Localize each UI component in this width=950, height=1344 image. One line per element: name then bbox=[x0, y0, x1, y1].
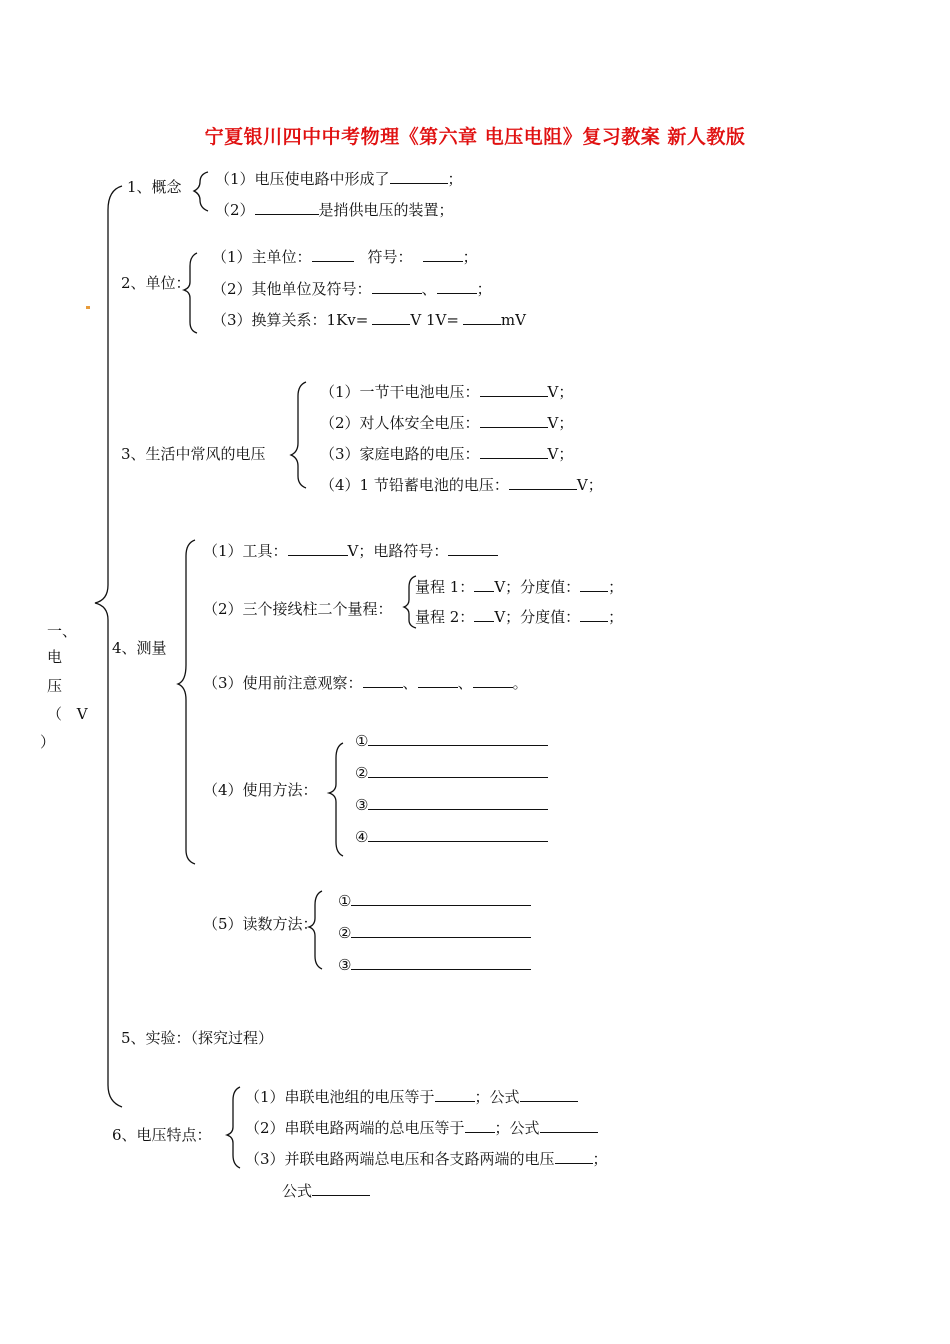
s2-item-1: （1）主单位： 符号： ； bbox=[212, 248, 478, 266]
answer-blank[interactable] bbox=[580, 606, 608, 622]
answer-blank[interactable] bbox=[368, 826, 548, 842]
answer-blank[interactable] bbox=[463, 309, 501, 325]
answer-blank[interactable] bbox=[509, 474, 577, 490]
answer-blank[interactable] bbox=[368, 762, 548, 778]
answer-blank[interactable] bbox=[480, 412, 548, 428]
s4-method-4: ④ bbox=[355, 826, 548, 847]
answer-blank[interactable] bbox=[312, 246, 354, 262]
answer-blank[interactable] bbox=[368, 794, 548, 810]
s1-item-1: （1）电压使电路中形成了 ； bbox=[215, 170, 463, 188]
section-4-label: 4、测量 bbox=[112, 639, 167, 657]
answer-blank[interactable] bbox=[351, 954, 531, 970]
answer-blank[interactable] bbox=[312, 1180, 370, 1196]
s3-item-4: （4）1 节铅蓄电池的电压： V； bbox=[320, 476, 603, 494]
answer-blank[interactable] bbox=[474, 576, 494, 592]
s4-reading-2: ② bbox=[338, 922, 531, 943]
answer-blank[interactable] bbox=[363, 672, 403, 688]
s2-item-2: （2）其他单位及符号： 、 ； bbox=[212, 280, 492, 298]
root-label-3: 压 bbox=[47, 677, 63, 695]
s1-item-2: （2） 是捎供电压的装置； bbox=[215, 201, 454, 219]
answer-blank[interactable] bbox=[372, 309, 410, 325]
s4-item-2-label: （2）三个接线柱二个量程： bbox=[203, 600, 393, 618]
s3-item-2: （2）对人体安全电压： V； bbox=[320, 414, 574, 432]
answer-blank[interactable] bbox=[351, 922, 531, 938]
section-3-label: 3、生活中常风的电压 bbox=[121, 445, 266, 463]
answer-blank[interactable] bbox=[520, 1086, 578, 1102]
s4-range-2: 量程 2： V；分度值： ； bbox=[415, 608, 624, 626]
answer-blank[interactable] bbox=[435, 1086, 475, 1102]
s4-reading-3: ③ bbox=[338, 954, 531, 975]
s2-item-3: （3）换算关系：1Kv= V 1V= mV bbox=[212, 311, 526, 329]
answer-blank[interactable] bbox=[423, 246, 463, 262]
answer-blank[interactable] bbox=[418, 672, 458, 688]
answer-blank[interactable] bbox=[368, 730, 548, 746]
orange-dot-mark bbox=[86, 306, 90, 309]
answer-blank[interactable] bbox=[448, 540, 498, 556]
answer-blank[interactable] bbox=[474, 606, 494, 622]
answer-blank[interactable] bbox=[288, 540, 348, 556]
s6-formula: 公式 bbox=[282, 1180, 370, 1201]
s6-item-1: （1）串联电池组的电压等于 ；公式 bbox=[245, 1086, 578, 1107]
s4-item-4-label: （4）使用方法： bbox=[203, 781, 318, 799]
section-6-label: 6、电压特点： bbox=[112, 1126, 212, 1144]
s4-item-1: （1）工具： V；电路符号： bbox=[203, 540, 498, 561]
root-label-1: 一、 bbox=[47, 622, 78, 640]
page-title: 宁夏银川四中中考物理《第六章 电压电阻》复习教案 新人教版 bbox=[204, 126, 746, 148]
s4-item-5-label: （5）读数方法： bbox=[203, 915, 318, 933]
s3-item-1: （1）一节干电池电压： V； bbox=[320, 383, 574, 401]
answer-blank[interactable] bbox=[372, 278, 422, 294]
section-5-label: 5、实验：（探究过程） bbox=[121, 1029, 274, 1047]
answer-blank[interactable] bbox=[351, 890, 531, 906]
section-2-label: 2、单位： bbox=[121, 274, 191, 292]
answer-blank[interactable] bbox=[473, 672, 513, 688]
answer-blank[interactable] bbox=[580, 576, 608, 592]
answer-blank[interactable] bbox=[540, 1117, 598, 1133]
answer-blank[interactable] bbox=[437, 278, 477, 294]
s6-item-2: （2）串联电路两端的总电压等于 ；公式 bbox=[245, 1117, 598, 1138]
answer-blank[interactable] bbox=[480, 381, 548, 397]
section-1-label: 1、概念 bbox=[127, 178, 182, 196]
answer-blank[interactable] bbox=[390, 168, 448, 184]
s3-item-3: （3）家庭电路的电压： V； bbox=[320, 445, 574, 463]
root-label-5: ） bbox=[40, 733, 56, 751]
s4-method-2: ② bbox=[355, 762, 548, 783]
root-label-2: 电 bbox=[47, 648, 63, 666]
answer-blank[interactable] bbox=[255, 199, 319, 215]
answer-blank[interactable] bbox=[480, 443, 548, 459]
s4-method-3: ③ bbox=[355, 794, 548, 815]
s4-method-1: ① bbox=[355, 730, 548, 751]
answer-blank[interactable] bbox=[465, 1117, 495, 1133]
answer-blank[interactable] bbox=[555, 1148, 593, 1164]
s4-range-1: 量程 1： V；分度值： ； bbox=[415, 578, 624, 596]
s4-reading-1: ① bbox=[338, 890, 531, 911]
s6-item-3: （3）并联电路两端总电压和各支路两端的电压 ； bbox=[245, 1150, 608, 1168]
s4-item-3: （3）使用前注意观察： 、 、 。 bbox=[203, 674, 528, 692]
root-label-4: （ V bbox=[47, 705, 88, 723]
